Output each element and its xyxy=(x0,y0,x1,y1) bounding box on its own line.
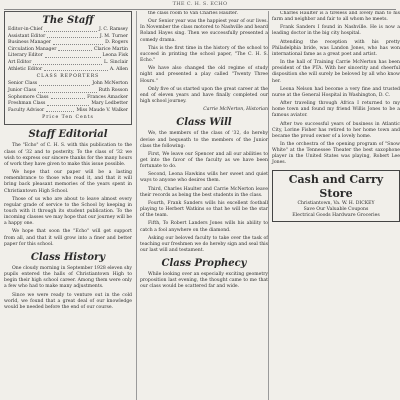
price-line: Price Ten Cents xyxy=(42,115,94,121)
dot-leader xyxy=(53,40,103,45)
paragraph: Those of us who are about to leave almost every regular grade of service to the School by keeping in touch with it through its student publication. To the incoming classes we may hope that our journey will be a happy one. xyxy=(4,196,132,227)
page-header: THE C. H. S. ECHO xyxy=(172,1,228,7)
staff-role: Senior Class xyxy=(8,81,38,87)
column-1 xyxy=(4,11,132,400)
historian-signature: Carrie McNerton, Historian xyxy=(203,107,268,113)
staff-role: Business Manager xyxy=(8,40,52,46)
staff-row xyxy=(8,67,128,74)
dot-leader xyxy=(46,108,74,113)
history-continued xyxy=(140,11,268,105)
prophecy-continued xyxy=(272,11,400,167)
paragraph: Leona Nelson had become a very fine and trusted nurse at the General Hospital in Washington, D. C. xyxy=(272,86,400,98)
prophecy-body xyxy=(140,272,268,290)
paragraph: Attending the reception with his pretty Philadelphia bride, was Landon Jones, who has won international fame as a great poet and artist. xyxy=(272,39,400,57)
staff-row xyxy=(8,53,128,60)
paragraph: While looking over an especially exciting geometry proposition last evening, the thought came to me that our class would be scattered far and wide. xyxy=(140,272,268,290)
dot-leader xyxy=(44,27,97,32)
will-body xyxy=(140,131,268,254)
staff-role: Faculty Advisor xyxy=(8,107,45,113)
staff-name: Ruth Rosson xyxy=(98,87,128,93)
staff-role: Art Editor xyxy=(8,59,32,65)
dot-leader xyxy=(47,101,89,106)
dot-leader xyxy=(45,53,101,58)
paragraph: First, We leave our Spencer and all our abilities to get into the favor of the faculty as we have been fortunate to do. xyxy=(140,151,268,170)
ad-title: Cash and Carry Store xyxy=(288,172,384,200)
reporters-heading: CLASS REPORTERS xyxy=(36,74,100,80)
store-advertisement xyxy=(272,170,400,222)
staff-name: A. Allen xyxy=(109,66,128,72)
staff-list xyxy=(8,27,128,73)
paragraph: Only five of us started upon the great career at the end of eleven years and have finally completed our high school journey. xyxy=(140,86,268,105)
staff-name: Frances Amacker xyxy=(87,94,128,100)
staff-name: L. Sinclair xyxy=(104,59,128,65)
dot-leader xyxy=(58,47,92,52)
staff-role: Assistant Editor xyxy=(8,33,46,39)
paragraph: In the hall of Training Carrie McNerton has been president of the PTA. With her sincerity and cheerful disposition she will surely be beloved by all who know her. xyxy=(272,60,400,84)
paragraph: Since we were ready to venture out in the cold world, we found that a great deal of our knowledge would be needed before the end of our course. xyxy=(4,292,132,310)
staff-role: Literary Editor xyxy=(8,53,43,59)
staff-role: Athletic Editor xyxy=(8,66,43,72)
staff-title: The Staff xyxy=(42,15,94,26)
ad-line-1: Christiantown, Va. W. H. DICKEY xyxy=(297,200,375,206)
staff-row xyxy=(8,40,128,47)
dot-leader xyxy=(33,60,102,65)
staff-row xyxy=(8,101,128,108)
staff-name: J. M. Turner xyxy=(99,33,128,39)
staff-name: Clarice Martin xyxy=(93,46,128,52)
staff-name: Mary Ledbetter xyxy=(91,101,128,107)
staff-role: Circulation Manager xyxy=(8,46,57,52)
reporters-list xyxy=(8,81,128,114)
prophecy-heading: Class Prophecy xyxy=(161,258,247,270)
staff-role: Editor-in-Chief xyxy=(8,27,43,32)
paragraph: the class room to Van Charles Haulter. xyxy=(148,11,238,16)
column-3 xyxy=(268,11,400,400)
staff-row xyxy=(8,27,128,34)
paragraph: Our Senior year was the happiest year of our lives. In November the class motored to Nashville and heard Roland Hayes sing. Then we successfully presented a comedy drama. xyxy=(140,19,268,43)
editorial-heading: Staff Editorial xyxy=(28,129,108,141)
will-heading: Class Will xyxy=(176,117,232,129)
paragraph: We hope that soon the "Echo" will get support from all, and that it will grow into a finer and better paper for this school. xyxy=(4,229,132,247)
history-heading: Class History xyxy=(30,251,106,263)
paragraph: In the orchestra of the opening program of "Snow White" at the Tennessee Theater the best saxophone player in the United States was playing, Robert Lee Jones. xyxy=(272,141,400,166)
paragraph: The "Echo" of C. H. S. with this publication to the class of '32 and to posterity. To the class of '32 we wish to express our sincere thanks for the many hours of work they have given to make this issue possible. xyxy=(4,143,132,167)
paragraph: One cloudy morning in September 1928 eleven shy pupils entered the halls of Christiantown High to begin their high school career. Among them were only a few who had to make many adjustments. xyxy=(4,265,132,290)
header-rule xyxy=(4,9,396,10)
paragraph: Third, Charles Haulter and Carrie McNerton leave their records as being the best students in the class. xyxy=(140,186,268,198)
staff-name: D. Rogers xyxy=(105,40,128,46)
staff-role: Freshman Class xyxy=(8,101,46,107)
column-2 xyxy=(136,11,268,400)
staff-name: J. C. Ramsey xyxy=(98,27,128,32)
dot-leader xyxy=(51,95,86,100)
paragraph: After traveling through Africa I returned to my home town and found my friend Willis Jones to be a famous aviator. xyxy=(272,101,400,119)
paragraph: Frank Sanders I found in Nashville. He is now a leading doctor in the big city hospital. xyxy=(272,25,400,37)
paragraph: Charles Haulter is a tireless and lovely man to his farm and neighbor and fair to all whom he meets. xyxy=(272,11,400,23)
staff-name: Miss Maude V. Walker xyxy=(76,107,128,113)
staff-box xyxy=(4,11,132,125)
dot-leader xyxy=(44,67,108,72)
paragraph: We, the members of the class of '32, do hereby devise and bequeath to the members of the Junior class the following: xyxy=(140,131,268,149)
paragraph: Fifth, To Robert Landers Jones wills his ability to catch a fool anywhere on the diamond. xyxy=(140,221,268,233)
paragraph: We hope that our paper will be a lasting remembrance to those who read it, and that it will bring back pleasant memories of the years spent in Christiantown High School. xyxy=(4,170,132,194)
staff-row xyxy=(8,60,128,67)
dot-leader xyxy=(39,81,90,86)
history-body xyxy=(4,266,132,311)
paragraph: Asking our beloved faculty to take over the task of teaching our freshmen we do hereby sign and seal this our last will and testament. xyxy=(140,235,268,253)
dot-leader xyxy=(38,88,97,93)
staff-name: Leona Fisk xyxy=(102,53,128,59)
staff-name: John McNerton xyxy=(92,81,128,87)
paragraph: Second, Leona Hawkins wills her sweet and quiet ways to anyone who desires them. xyxy=(140,172,268,184)
paragraph: Fourth, Frank Sanders wills his excellent football playing to Herbert Watkins so that he will be the star of the team. xyxy=(140,200,268,219)
editorial-body xyxy=(4,143,132,248)
staff-role: Sophomore Class xyxy=(8,94,49,100)
paragraph: This is the first time in the history of the school to succeed in printing the school paper, "The C. H. S. Echo." xyxy=(140,45,268,64)
ad-line-2: Save Our Valuable Coupons xyxy=(303,206,369,212)
staff-row xyxy=(8,108,128,115)
paragraph: We have also changed the old regime of study night and presented a play called "Twenty Three Hours." xyxy=(140,66,268,84)
staff-row xyxy=(8,81,128,88)
ad-line-3: Electrical Goods Hardware Groceries xyxy=(292,212,380,218)
paragraph: After two successful years of business in Atlantic City, Lorine Fisher has retired to her home town and became the proud owner of a lovely home. xyxy=(272,121,400,139)
staff-row xyxy=(8,88,128,95)
staff-role: Junior Class xyxy=(8,87,37,93)
dot-leader xyxy=(47,34,98,39)
